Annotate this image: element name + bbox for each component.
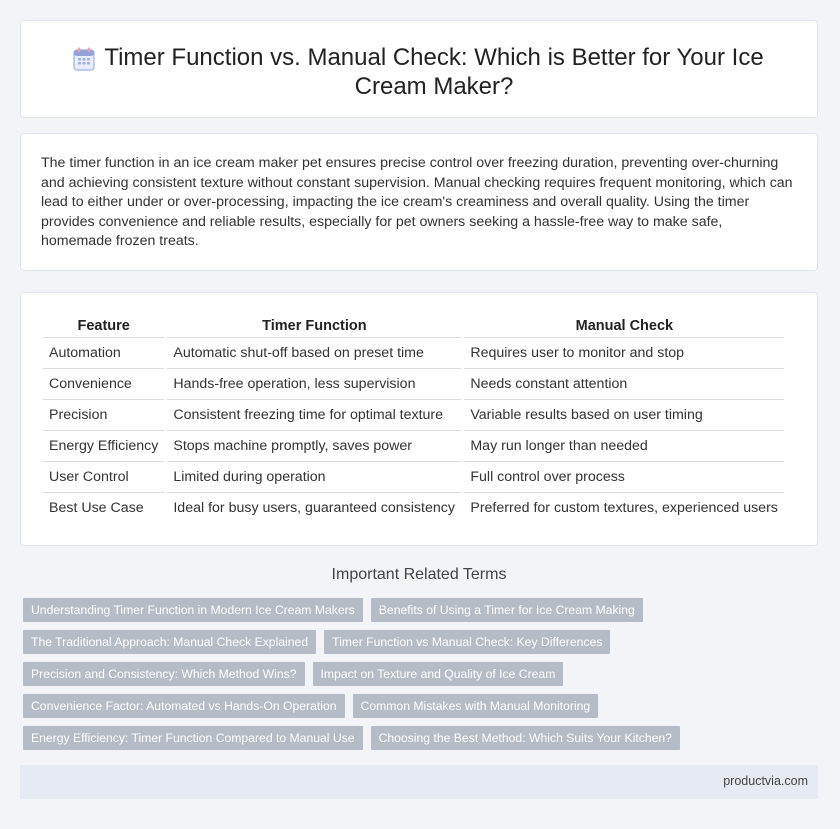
table-cell: Variable results based on user timing	[463, 400, 785, 431]
comparison-table	[43, 315, 784, 523]
related-term-link[interactable]: Convenience Factor: Automated vs Hands-On Operation	[23, 694, 345, 718]
column-header-feature: Feature	[43, 315, 166, 338]
column-header-manual: Manual Check	[463, 315, 785, 338]
related-terms-heading: Important Related Terms	[331, 566, 507, 583]
related-terms-list	[23, 598, 783, 758]
intro-paragraph: The timer function in an ice cream maker pet ensures precise control over freezing duration, preventing over-churning and achieving consistent texture without constant supervision. Manual checking requires frequent monitoring, which can lead to either under or over-processing, impacting the ice cream's creaminess and overall quality. Using the timer provides convenience and reliable results, especially for pet owners seeking a hassle-free way to make safe, homemade frozen treats.	[41, 155, 793, 250]
table-cell: Hands-free operation, less supervision	[166, 369, 463, 400]
table-row	[43, 462, 784, 493]
page-title: Timer Function vs. Manual Check: Which is Better for Your Ice Cream Maker?	[104, 44, 764, 100]
related-term-link[interactable]: Benefits of Using a Timer for Ice Cream Making	[371, 598, 643, 622]
related-terms-section	[20, 566, 818, 745]
title-card	[20, 20, 818, 118]
table-cell: Automation	[43, 338, 166, 369]
table-cell: Consistent freezing time for optimal texture	[166, 400, 463, 431]
table-row	[43, 431, 784, 462]
table-cell: Preferred for custom textures, experienced users	[463, 493, 785, 524]
table-cell: Automatic shut-off based on preset time	[166, 338, 463, 369]
related-term-link[interactable]: Timer Function vs Manual Check: Key Differences	[324, 630, 610, 654]
table-cell: Needs constant attention	[463, 369, 785, 400]
intro-card	[20, 133, 818, 271]
table-row	[43, 493, 784, 524]
table-cell: Energy Efficiency	[43, 431, 166, 462]
related-term-link[interactable]: The Traditional Approach: Manual Check Explained	[23, 630, 316, 654]
table-cell: Best Use Case	[49, 500, 144, 516]
table-header-row	[43, 315, 784, 338]
related-term-link[interactable]: Common Mistakes with Manual Monitoring	[353, 694, 599, 718]
table-cell: Convenience	[43, 369, 166, 400]
related-term-link[interactable]: Choosing the Best Method: Which Suits Your Kitchen?	[371, 726, 680, 750]
table-cell: Requires user to monitor and stop	[463, 338, 785, 369]
table-row	[43, 369, 784, 400]
related-term-link[interactable]: Impact on Texture and Quality of Ice Cream	[313, 662, 564, 686]
related-term-link[interactable]: Understanding Timer Function in Modern Ice Cream Makers	[23, 598, 363, 622]
comparison-table-card	[20, 292, 818, 546]
table-row	[43, 400, 784, 431]
related-term-link[interactable]: Energy Efficiency: Timer Function Compared to Manual Use	[23, 726, 363, 750]
table-cell: May run longer than needed	[463, 431, 785, 462]
table-row	[43, 338, 784, 369]
table-cell: Stops machine promptly, saves power	[166, 431, 463, 462]
table-cell: Precision	[43, 400, 166, 431]
footer-site-link[interactable]: productvia.com	[723, 774, 808, 788]
column-header-timer: Timer Function	[166, 315, 463, 338]
footer	[20, 765, 818, 799]
table-cell: Ideal for busy users, guaranteed consistency	[166, 493, 463, 524]
table-cell: Full control over process	[463, 462, 785, 493]
table-cell: Limited during operation	[166, 462, 463, 493]
related-term-link[interactable]: Precision and Consistency: Which Method Wins?	[23, 662, 305, 686]
table-cell: User Control	[43, 462, 166, 493]
